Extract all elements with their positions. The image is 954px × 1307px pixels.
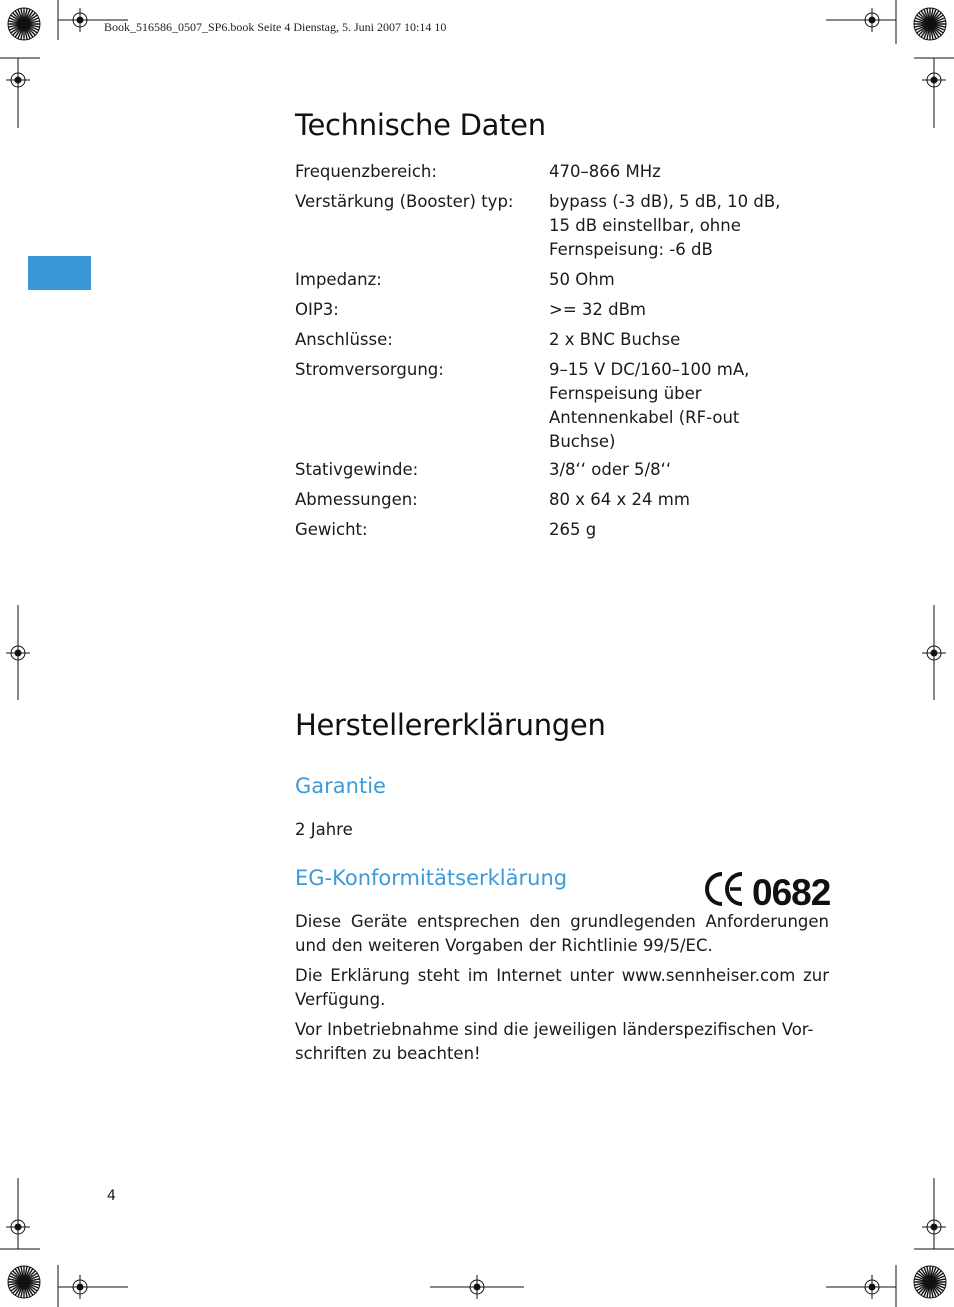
warranty-heading: Garantie [295,774,386,798]
spec-value: 3/8‘‘ oder 5/8‘‘ [549,460,672,479]
spec-value: bypass (-3 dB), 5 dB, 10 dB, 15 dB einstellbar, ohne Fernspeisung: -6 dB [549,192,781,259]
spec-value: 470–866 MHz [549,162,661,181]
spec-value: 50 Ohm [549,270,615,289]
spec-label: Abmessungen: [295,490,418,509]
spec-value: 2 x BNC Buchse [549,330,681,349]
ce-mark-number: 0682 [752,872,830,912]
print-file-info: Book_516586_0507_SP6.book Seite 4 Dienstag, 5. Juni 2007 10:14 10 [104,20,447,34]
page-number: 4 [107,1188,116,1204]
conformity-paragraph-1: Diese Geräte entsprechen den grundlegenden Anforderungen und den weiteren Vorgaben der Richtlinie 99/5/EC. [295,912,829,955]
spec-value: >= 32 dBm [549,300,647,319]
spec-label: Stativgewinde: [295,460,419,479]
spec-value: 80 x 64 x 24 mm [549,490,690,509]
conformity-paragraph-3: Vor Inbetriebnahme sind die jeweiligen länderspezifischen Vor-schriften zu beachten! [295,1020,814,1063]
manufacturer-title: Herstellererklärungen [295,708,606,742]
spec-label: Anschlüsse: [295,330,393,349]
spec-label: Verstärkung (Booster) typ: [295,192,514,211]
tech-data-title: Technische Daten [295,108,546,142]
warranty-text: 2 Jahre [295,820,353,839]
spec-label: OIP3: [295,300,339,319]
spec-value: 265 g [549,520,597,539]
spec-label: Frequenzbereich: [295,162,437,181]
chapter-tab [28,256,91,290]
conformity-paragraph-2: Die Erklärung steht im Internet unter www.sennheiser.com zur Verfügung. [295,966,829,1009]
conformity-heading: EG-Konformitätserklärung [295,866,568,890]
spec-label: Impedanz: [295,270,382,289]
spec-label: Gewicht: [295,520,368,539]
spec-label: Stromversorgung: [295,360,444,379]
spec-value: 9–15 V DC/160–100 mA, Fernspeisung über Antennenkabel (RF-out Buchse) [549,360,750,451]
